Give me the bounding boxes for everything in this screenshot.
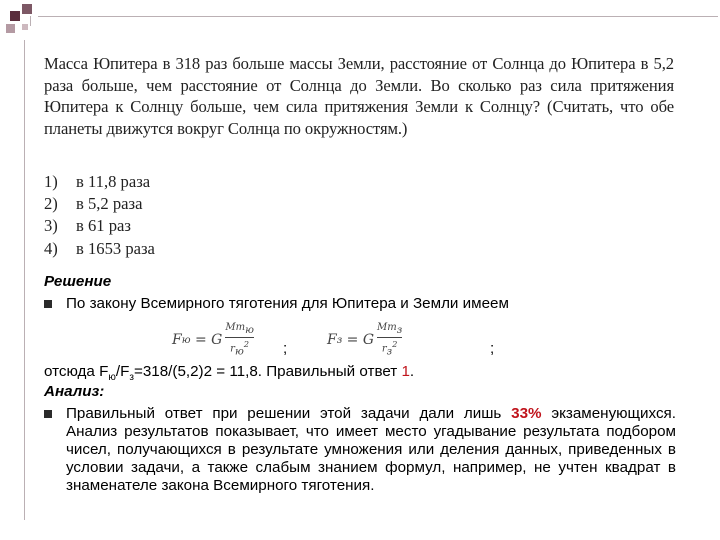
decor-square-small xyxy=(22,24,28,30)
percent-value: 33% xyxy=(511,405,542,422)
formula-separator: ; xyxy=(490,340,495,357)
analysis-bullet xyxy=(44,405,676,495)
formula-jupiter: F ю = G $\frac{Mm_ю}{r_ю^2}$ xyxy=(172,322,254,358)
bullet-icon xyxy=(44,300,52,308)
law-bullet xyxy=(44,295,676,313)
result-line: отсюда $F_ю/F_з=318/(5,2)2 = 11,8$. Правильный ответ 1. xyxy=(44,363,415,384)
correct-answer: 1 xyxy=(401,363,410,380)
answer-option: 1) в 11,8 раза xyxy=(44,172,151,191)
law-text: По закону Всемирного тяготения для Юпитера и Земли имеем xyxy=(66,295,509,312)
formula-earth: F з = G $\frac{Mm_з}{r_з^2}$ xyxy=(327,322,403,358)
analysis-heading: Анализ: xyxy=(44,383,105,400)
decor-short-line xyxy=(30,16,31,26)
formula-separator: ; xyxy=(283,340,288,357)
problem-statement: Масса Юпитера в 318 раз больше массы Земли, расстояние от Солнца до Юпитера в 5,2 раза больше, чем расстояние от Солнца до Земли. Во сколько раз сила притяжения Юпитера к Солнцу больше, чем сила притяжения Земли к Солнцу? (Считать, что обе планеты движутся вокруг Солнца по окружностям.) xyxy=(44,54,674,138)
answer-option: 3) в 61 раз xyxy=(44,216,131,236)
decor-square-light xyxy=(6,24,15,33)
analysis-text: Правильный ответ при решении этой задачи дали лишь 33% экзаменующихся. Анализ результатов показывает, что имеет место угадывание результата подбором чисел, получающихся в результате умножения или деления данных, приведенных в условии задачи, а также слабым знанием формул, например, не учтен квадрат в знаменателе закона Всемирного тяготения. xyxy=(66,405,676,494)
solution-heading: Решение xyxy=(44,273,112,290)
decor-top-line xyxy=(38,16,718,17)
decor-square-mid xyxy=(22,4,32,14)
answer-option: 2) в 5,2 раза xyxy=(44,194,143,214)
decor-square-dark xyxy=(10,11,20,21)
answer-options xyxy=(44,171,155,260)
answer-option: 4) в 1653 раза xyxy=(44,238,155,258)
bullet-icon xyxy=(44,410,52,418)
decor-left-line xyxy=(24,40,25,520)
